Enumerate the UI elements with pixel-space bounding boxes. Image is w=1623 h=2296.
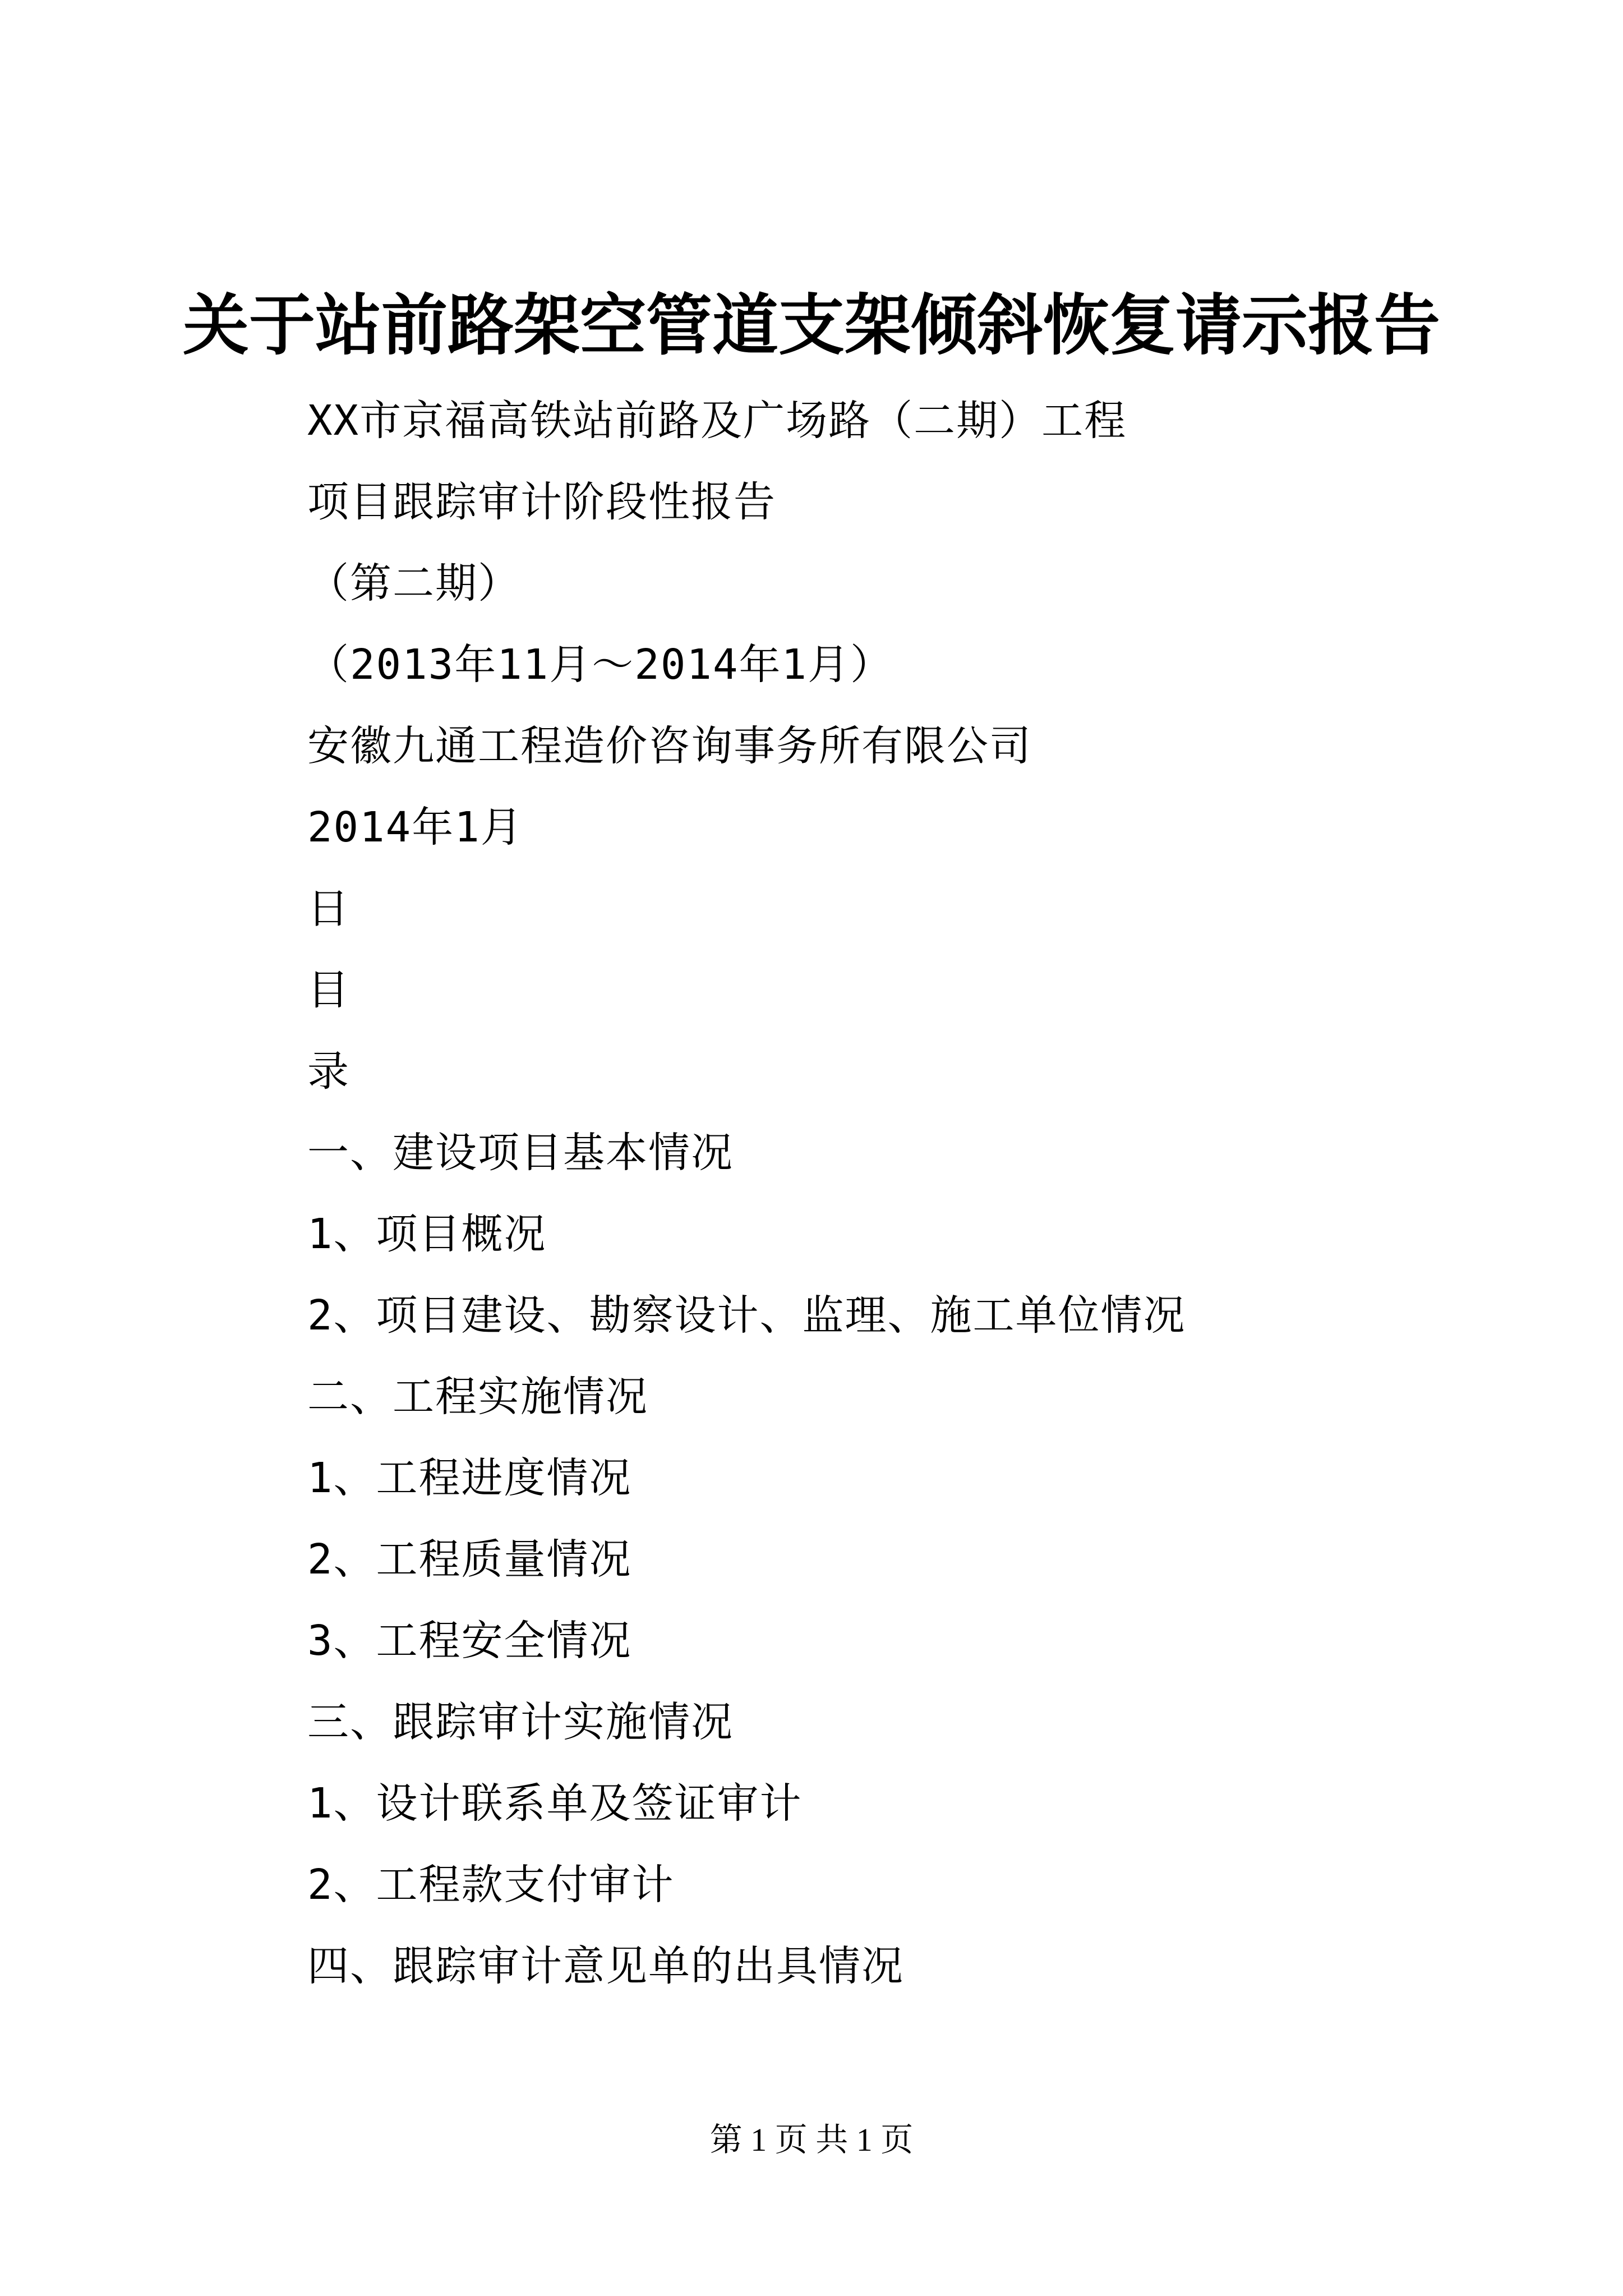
report-type-line: 项目跟踪审计阶段性报告 <box>307 478 776 526</box>
toc-item: 二、工程实施情况 <box>307 1373 648 1421</box>
toc-item: 1、工程进度情况 <box>307 1454 632 1502</box>
toc-item: 四、跟踪审计意见单的出具情况 <box>307 1942 904 1990</box>
toc-item: 1、项目概况 <box>307 1210 547 1258</box>
report-period-number: （第二期） <box>307 559 520 608</box>
report-date: 2014年1月 <box>307 803 523 852</box>
project-name-line: XX市京福高铁站前路及广场路（二期）工程 <box>307 397 1127 445</box>
toc-item: 2、工程款支付审计 <box>307 1861 675 1909</box>
page-footer: 第 1 页 共 1 页 <box>709 2122 914 2158</box>
document-title: 关于站前路架空管道支架倾斜恢复请示报告 <box>182 286 1440 364</box>
company-name: 安徽九通工程造价咨询事务所有限公司 <box>307 722 1032 770</box>
toc-heading-char-2: 录 <box>307 1047 350 1096</box>
date-day-char: 日 <box>307 885 350 933</box>
toc-item: 2、项目建设、勘察设计、监理、施工单位情况 <box>307 1291 1186 1340</box>
toc-item: 三、跟踪审计实施情况 <box>307 1698 734 1746</box>
toc-item: 一、建设项目基本情况 <box>307 1129 734 1177</box>
toc-item: 2、工程质量情况 <box>307 1535 632 1584</box>
toc-item: 1、设计联系单及签证审计 <box>307 1779 803 1828</box>
report-date-range: （2013年11月～2014年1月） <box>307 641 893 689</box>
toc-item: 3、工程安全情况 <box>307 1617 632 1665</box>
toc-heading-char-1: 目 <box>307 966 350 1014</box>
